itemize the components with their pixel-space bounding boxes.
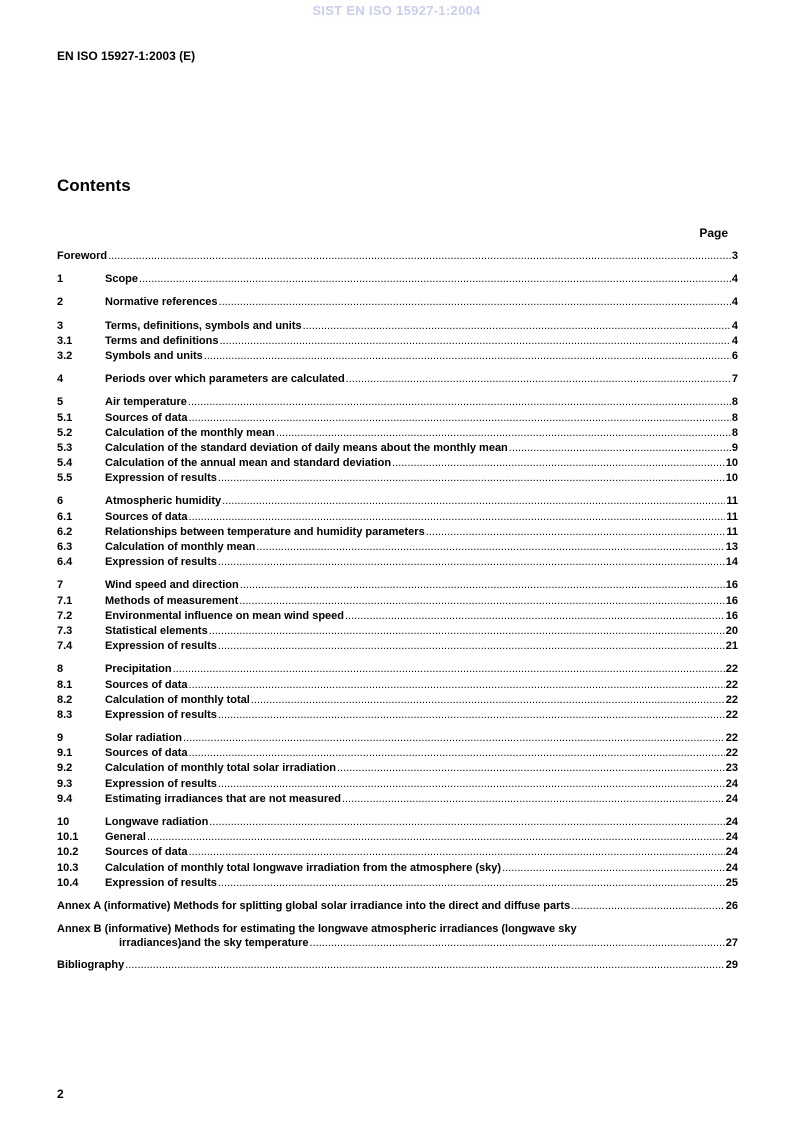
document-id: EN ISO 15927-1:2003 (E)	[57, 49, 196, 63]
toc-entry-page: 24	[725, 861, 738, 874]
toc-entry-page: 4	[731, 296, 738, 309]
dot-leader	[189, 510, 726, 525]
toc-entry-title: Precipitation	[105, 663, 172, 676]
toc-entry-page: 22	[725, 663, 738, 676]
toc-entry-title: Sources of data	[105, 510, 188, 523]
toc-entry-number: 10.4	[57, 876, 79, 889]
toc-entry-title: Scope	[105, 273, 139, 286]
toc-entry-title: Expression of results	[105, 708, 217, 721]
toc-entry-page: 13	[725, 541, 738, 553]
toc-entry-number: 6.4	[57, 556, 73, 569]
toc-entry-page: 11	[726, 510, 738, 523]
toc-entry-number: 6	[57, 495, 64, 508]
dot-leader	[173, 662, 725, 677]
page-column-label: Page	[699, 226, 728, 240]
toc-group	[57, 578, 738, 654]
toc-group	[57, 494, 738, 570]
toc-entry-title: Sources of data	[105, 411, 188, 424]
toc-entry-page: 16	[725, 579, 738, 592]
toc-entry[interactable]	[57, 861, 738, 876]
toc-entry[interactable]	[57, 319, 738, 334]
toc-entry-bibliography[interactable]	[57, 958, 738, 973]
toc-entry[interactable]	[57, 876, 738, 891]
toc-entry-number: 8	[57, 663, 64, 676]
toc-entry-number: 7.2	[57, 609, 73, 622]
toc-entry[interactable]	[57, 746, 738, 761]
toc-entry-page: 22	[725, 747, 738, 760]
dot-leader	[310, 936, 725, 950]
toc-entry-page: 24	[725, 816, 738, 828]
toc-entry-title: Expression of results	[105, 640, 217, 653]
toc-entry[interactable]	[57, 494, 738, 509]
toc-entry-title: General	[105, 831, 146, 844]
toc-entry-number: 5.4	[57, 457, 73, 470]
dot-leader	[509, 441, 731, 456]
dot-leader	[337, 761, 725, 776]
toc-entry-number: 10	[57, 816, 70, 828]
dot-leader	[209, 815, 724, 830]
toc-entry-page: 24	[725, 831, 738, 844]
toc-group	[57, 295, 738, 310]
toc-entry-title: Solar radiation	[105, 732, 183, 745]
dot-leader	[342, 792, 725, 807]
toc-entry-number: 7	[57, 579, 64, 592]
toc-entry[interactable]	[57, 426, 738, 441]
dot-leader	[502, 861, 725, 876]
dot-leader	[189, 678, 725, 693]
toc-entry[interactable]	[57, 639, 738, 654]
toc-entry-page: 29	[725, 959, 738, 972]
toc-entry-page: 20	[725, 624, 738, 637]
toc-entry-title: Methods of measurement	[105, 594, 239, 607]
toc-entry-title: Normative references	[105, 296, 218, 309]
toc-entry-page: 22	[725, 678, 738, 691]
toc-entry-number: 9.3	[57, 777, 73, 790]
toc-entry-page: 21	[725, 640, 738, 653]
toc-entry-number: 7.4	[57, 640, 73, 653]
toc-entry-page: 8	[731, 411, 738, 424]
toc-entry-title: Calculation of the standard deviation of daily means about the monthly mean	[105, 441, 508, 454]
toc-entry-title: Atmospheric humidity	[105, 495, 222, 508]
toc-entry[interactable]	[57, 830, 738, 845]
toc-group	[57, 731, 738, 807]
dot-leader	[139, 272, 731, 287]
toc-entry-title: Longwave radiation	[105, 816, 209, 828]
toc-group-annex-a	[57, 899, 738, 914]
toc-entry[interactable]	[57, 471, 738, 486]
dot-leader	[218, 777, 725, 792]
toc-entry-title: Sources of data	[105, 846, 188, 859]
toc-entry[interactable]	[57, 792, 738, 807]
toc-entry-title: Calculation of monthly total	[105, 693, 250, 706]
dot-leader	[218, 555, 725, 570]
dot-leader	[183, 731, 725, 746]
dot-leader	[204, 349, 731, 364]
toc-entry-page: 4	[731, 334, 738, 347]
dot-leader	[239, 594, 725, 609]
toc-entry-number: 6.1	[57, 510, 73, 523]
toc-entry-page: 10	[725, 472, 738, 485]
toc-entry-annex-b[interactable]	[57, 922, 738, 950]
dot-leader	[218, 471, 725, 486]
toc-entry[interactable]	[57, 249, 738, 264]
watermark: SIST EN ISO 15927-1:2004	[312, 3, 481, 18]
toc-entry[interactable]	[57, 272, 738, 287]
dot-leader	[188, 395, 731, 410]
toc-entry-title: Calculation of monthly mean	[105, 541, 256, 553]
toc-entry-page: 16	[725, 609, 738, 622]
toc-entry-title-line2: irradiances)and the sky temperature	[119, 937, 309, 950]
dot-leader	[147, 830, 725, 845]
toc-entry-number: 6.3	[57, 541, 73, 553]
toc-entry-number: 5.5	[57, 472, 73, 485]
toc-entry-title: Symbols and units	[105, 349, 203, 362]
toc-entry-page: 6	[731, 349, 738, 362]
dot-leader	[218, 876, 725, 891]
toc-entry-number: 8.2	[57, 693, 73, 706]
toc-entry-number: 6.2	[57, 525, 73, 538]
dot-leader	[303, 319, 731, 334]
toc-entry-number: 9	[57, 732, 64, 745]
dot-leader	[240, 578, 725, 593]
toc-entry-page: 22	[725, 708, 738, 721]
toc-group	[57, 395, 738, 486]
toc-entry-number: 9.4	[57, 792, 73, 805]
toc-entry[interactable]	[57, 662, 738, 677]
toc-entry[interactable]	[57, 624, 738, 639]
toc-group	[57, 319, 738, 365]
toc-entry[interactable]	[57, 441, 738, 456]
toc-entry-title: Expression of results	[105, 472, 217, 485]
toc-entry-page: 3	[731, 250, 738, 262]
toc-entry-title: Wind speed and direction	[105, 579, 239, 592]
dot-leader	[251, 693, 725, 708]
toc-entry-page: 4	[731, 319, 738, 332]
toc-entry-page: 14	[725, 556, 738, 569]
toc-entry-title: Air temperature	[105, 396, 187, 409]
toc-entry-number: 9.2	[57, 762, 73, 775]
toc-entry[interactable]	[57, 777, 738, 792]
dot-leader	[218, 639, 725, 654]
page-title: Contents	[57, 176, 131, 195]
toc-entry-title: Calculation of monthly total longwave irradiation from the atmosphere (sky)	[105, 861, 502, 874]
dot-leader	[209, 624, 725, 639]
dot-leader	[256, 540, 724, 555]
toc-entry-number: 7.1	[57, 594, 73, 607]
dot-leader	[219, 295, 731, 310]
toc-entry-number: 9.1	[57, 747, 73, 760]
toc-group	[57, 662, 738, 723]
toc-group	[57, 372, 738, 387]
toc-entry-number: 10.3	[57, 861, 79, 874]
dot-leader	[125, 958, 725, 973]
toc-entry[interactable]	[57, 372, 738, 387]
toc-entry-page: 24	[725, 777, 738, 790]
toc-entry-title-line1: Annex B (informative) Methods for estimating the longwave atmospheric irradiances (longwave sky	[57, 923, 577, 936]
toc-entry-title: Calculation of the annual mean and standard deviation	[105, 457, 392, 470]
toc-entry-title-line2-row	[57, 936, 738, 950]
toc-entry-number: 8.3	[57, 708, 73, 721]
toc-entry-page: 8	[731, 396, 738, 409]
toc-entry-number: 3	[57, 319, 64, 332]
toc-entry-page: 10	[725, 457, 738, 470]
toc-entry-number: 4	[57, 373, 64, 386]
toc-group-bibliography	[57, 958, 738, 973]
toc-entry-page: 25	[725, 876, 738, 889]
dot-leader	[189, 746, 725, 761]
toc-entry-page: 11	[726, 525, 738, 538]
toc-entry[interactable]	[57, 295, 738, 310]
toc-group	[57, 815, 738, 891]
toc-entry-page: 8	[731, 426, 738, 439]
toc-entry[interactable]	[57, 578, 738, 593]
toc-entry-page: 7	[731, 373, 738, 386]
toc-entry[interactable]	[57, 594, 738, 609]
toc-entry-number: 7.3	[57, 624, 73, 637]
dot-leader	[218, 708, 725, 723]
toc-entry[interactable]	[57, 693, 738, 708]
toc-entry-page: 23	[725, 762, 738, 775]
toc-entry-title: Terms and definitions	[105, 334, 219, 347]
toc-entry-page: 24	[725, 792, 738, 805]
dot-leader	[571, 899, 725, 914]
toc-entry-title: Sources of data	[105, 678, 188, 691]
toc-entry[interactable]	[57, 845, 738, 860]
toc-entry[interactable]	[57, 678, 738, 693]
toc-entry-page: 22	[725, 732, 738, 745]
page-number: 2	[57, 1087, 64, 1101]
dot-leader	[276, 426, 731, 441]
toc-entry-title: Expression of results	[105, 556, 217, 569]
toc-entry[interactable]	[57, 609, 738, 624]
dot-leader	[222, 494, 725, 509]
toc-entry-title: Expression of results	[105, 777, 217, 790]
toc-entry-number: 1	[57, 273, 64, 286]
toc-entry-title: Statistical elements	[105, 624, 208, 637]
toc-entry-page: 27	[725, 937, 738, 950]
dot-leader	[346, 372, 731, 387]
toc-entry-page: 9	[731, 441, 738, 454]
toc-entry[interactable]	[57, 708, 738, 723]
toc-entry-title: Sources of data	[105, 747, 188, 760]
toc-entry-title: Bibliography	[57, 959, 125, 972]
toc-entry-page: 16	[725, 594, 738, 607]
toc-entry[interactable]	[57, 334, 738, 349]
toc-entry[interactable]	[57, 510, 738, 525]
dot-leader	[426, 525, 726, 540]
dot-leader	[189, 845, 725, 860]
toc-entry-title: Calculation of the monthly mean	[105, 426, 275, 439]
dot-leader	[392, 456, 725, 471]
toc-entry-title: Foreword	[57, 250, 108, 262]
toc-entry-title: Terms, definitions, symbols and units	[105, 319, 302, 332]
toc-entry-title: Environmental influence on mean wind speed	[105, 609, 344, 622]
toc-entry[interactable]	[57, 555, 738, 570]
toc-entry-title: Calculation of monthly total solar irradiation	[105, 762, 337, 775]
toc-groups	[57, 249, 738, 891]
toc-entry[interactable]	[57, 395, 738, 410]
dot-leader	[219, 334, 730, 349]
toc-entry-number: 8.1	[57, 678, 73, 691]
toc-entry-title: Expression of results	[105, 876, 217, 889]
toc-group	[57, 249, 738, 264]
toc-entry[interactable]	[57, 761, 738, 776]
toc-entry-title: Estimating irradiances that are not measured	[105, 792, 341, 805]
toc-entry-number: 10.1	[57, 831, 79, 844]
toc-entry-title: Periods over which parameters are calculated	[105, 373, 345, 386]
toc-entry-number: 3.1	[57, 334, 73, 347]
toc-entry-number: 5.3	[57, 441, 73, 454]
table-of-contents	[57, 249, 738, 981]
toc-entry-page: 22	[725, 693, 738, 706]
toc-entry-number: 3.2	[57, 349, 73, 362]
toc-entry-page: 11	[726, 495, 738, 508]
toc-entry[interactable]	[57, 731, 738, 746]
toc-entry-page: 26	[725, 899, 738, 912]
toc-group	[57, 272, 738, 287]
toc-entry-title: Annex A (informative) Methods for splitting global solar irradiance into the direct and diffuse parts	[57, 899, 571, 912]
dot-leader	[345, 609, 725, 624]
toc-entry-number: 10.2	[57, 846, 79, 859]
toc-entry-number: 2	[57, 296, 64, 309]
toc-entry[interactable]	[57, 411, 738, 426]
toc-entry-number: 5.2	[57, 426, 73, 439]
toc-entry[interactable]	[57, 815, 738, 830]
toc-entry-title: Relationships between temperature and humidity parameters	[105, 525, 425, 538]
dot-leader	[108, 249, 731, 264]
dot-leader	[189, 411, 731, 426]
toc-entry[interactable]	[57, 540, 738, 555]
toc-group-annex-b	[57, 922, 738, 950]
toc-entry-page: 4	[731, 273, 738, 286]
toc-entry-number: 5	[57, 396, 64, 409]
toc-entry-number: 5.1	[57, 411, 73, 424]
toc-entry-page: 24	[725, 846, 738, 859]
toc-entry[interactable]	[57, 456, 738, 471]
toc-entry[interactable]	[57, 349, 738, 364]
toc-entry-annex-a[interactable]	[57, 899, 738, 914]
toc-entry[interactable]	[57, 525, 738, 540]
